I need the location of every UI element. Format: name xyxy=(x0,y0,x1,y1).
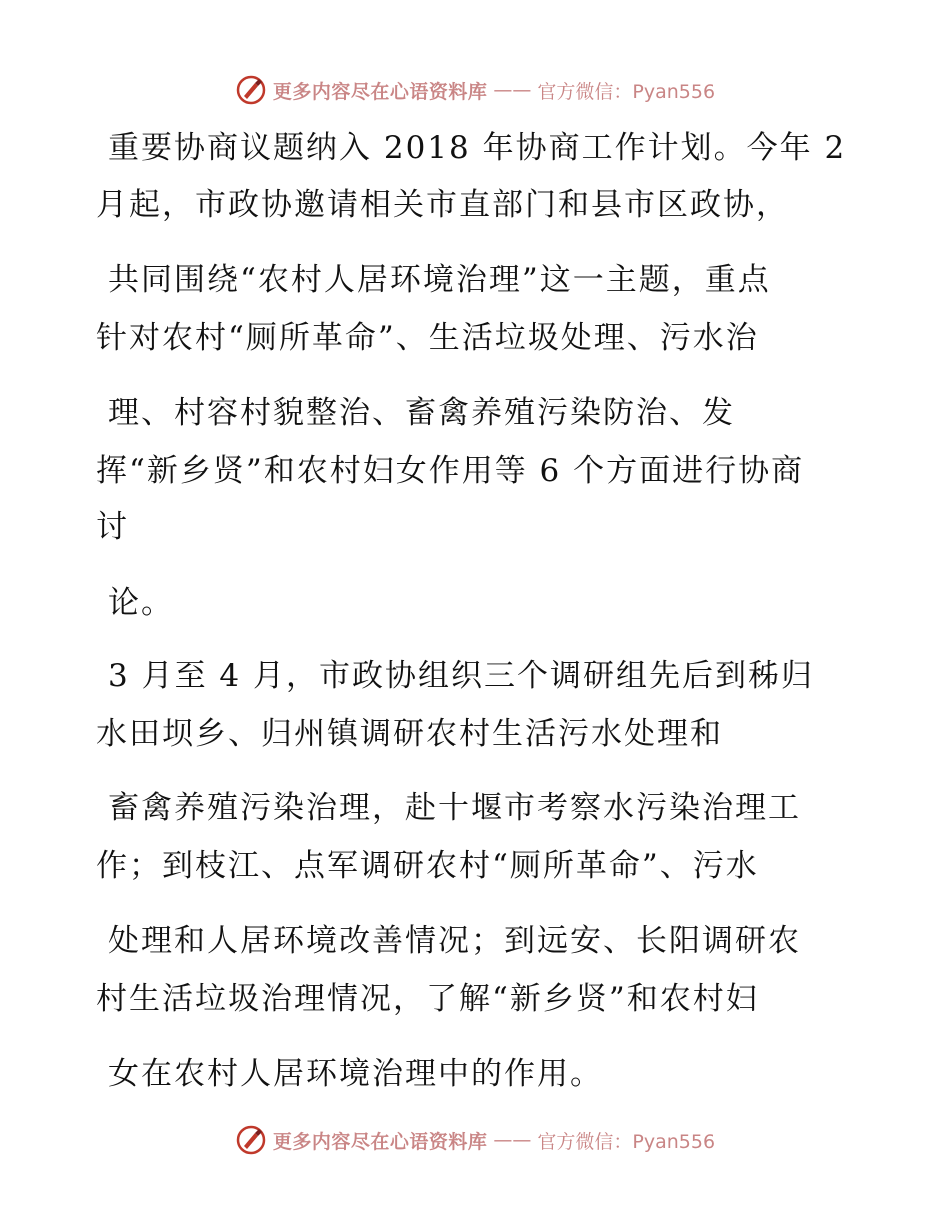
watermark-text: 更多内容尽在心语资料库 xyxy=(272,80,488,103)
watermark-wechat: 官方微信：Pyan556 xyxy=(537,80,716,103)
text-line: 理、村容村貌整治、畜禽养殖污染防治、发 xyxy=(108,395,735,431)
text-line: 共同围绕“农村人居环境治理”这一主题，重点 xyxy=(108,262,771,298)
text-line: 村生活垃圾治理情况，了解“新乡贤”和农村妇 xyxy=(96,981,759,1017)
watermark-wechat: 官方微信：Pyan556 xyxy=(537,1130,716,1153)
text-line: 3 月至 4 月，市政协组织三个调研组先后到秭归 xyxy=(108,658,815,694)
quill-seal-icon xyxy=(235,74,267,106)
text-line: 女在农村人居环境治理中的作用。 xyxy=(108,1056,603,1092)
text-line: 月起，市政协邀请相关市直部门和县市区政协， xyxy=(96,187,789,223)
text-line: 讨 xyxy=(96,509,129,545)
quill-seal-icon xyxy=(235,1124,267,1156)
watermark-header xyxy=(0,70,950,110)
text-line: 畜禽养殖污染治理，赴十堰市考察水污染治理工 xyxy=(108,790,801,826)
watermark-dash: —— xyxy=(493,79,532,101)
text-line: 作；到枝江、点军调研农村“厕所革命”、污水 xyxy=(96,848,759,884)
text-line: 挥“新乡贤”和农村妇女作用等 6 个方面进行协商 xyxy=(96,453,805,489)
text-line: 针对农村“厕所革命”、生活垃圾处理、污水治 xyxy=(96,320,759,356)
watermark-footer xyxy=(0,1120,950,1160)
watermark-dash: —— xyxy=(493,1129,532,1151)
text-line: 论。 xyxy=(108,585,174,621)
watermark-text: 更多内容尽在心语资料库 xyxy=(272,1130,488,1153)
text-line: 水田坝乡、归州镇调研农村生活污水处理和 xyxy=(96,716,723,752)
text-line: 处理和人居环境改善情况；到远安、长阳调研农 xyxy=(108,923,801,959)
text-line: 重要协商议题纳入 2018 年协商工作计划。今年 2 xyxy=(108,130,847,166)
